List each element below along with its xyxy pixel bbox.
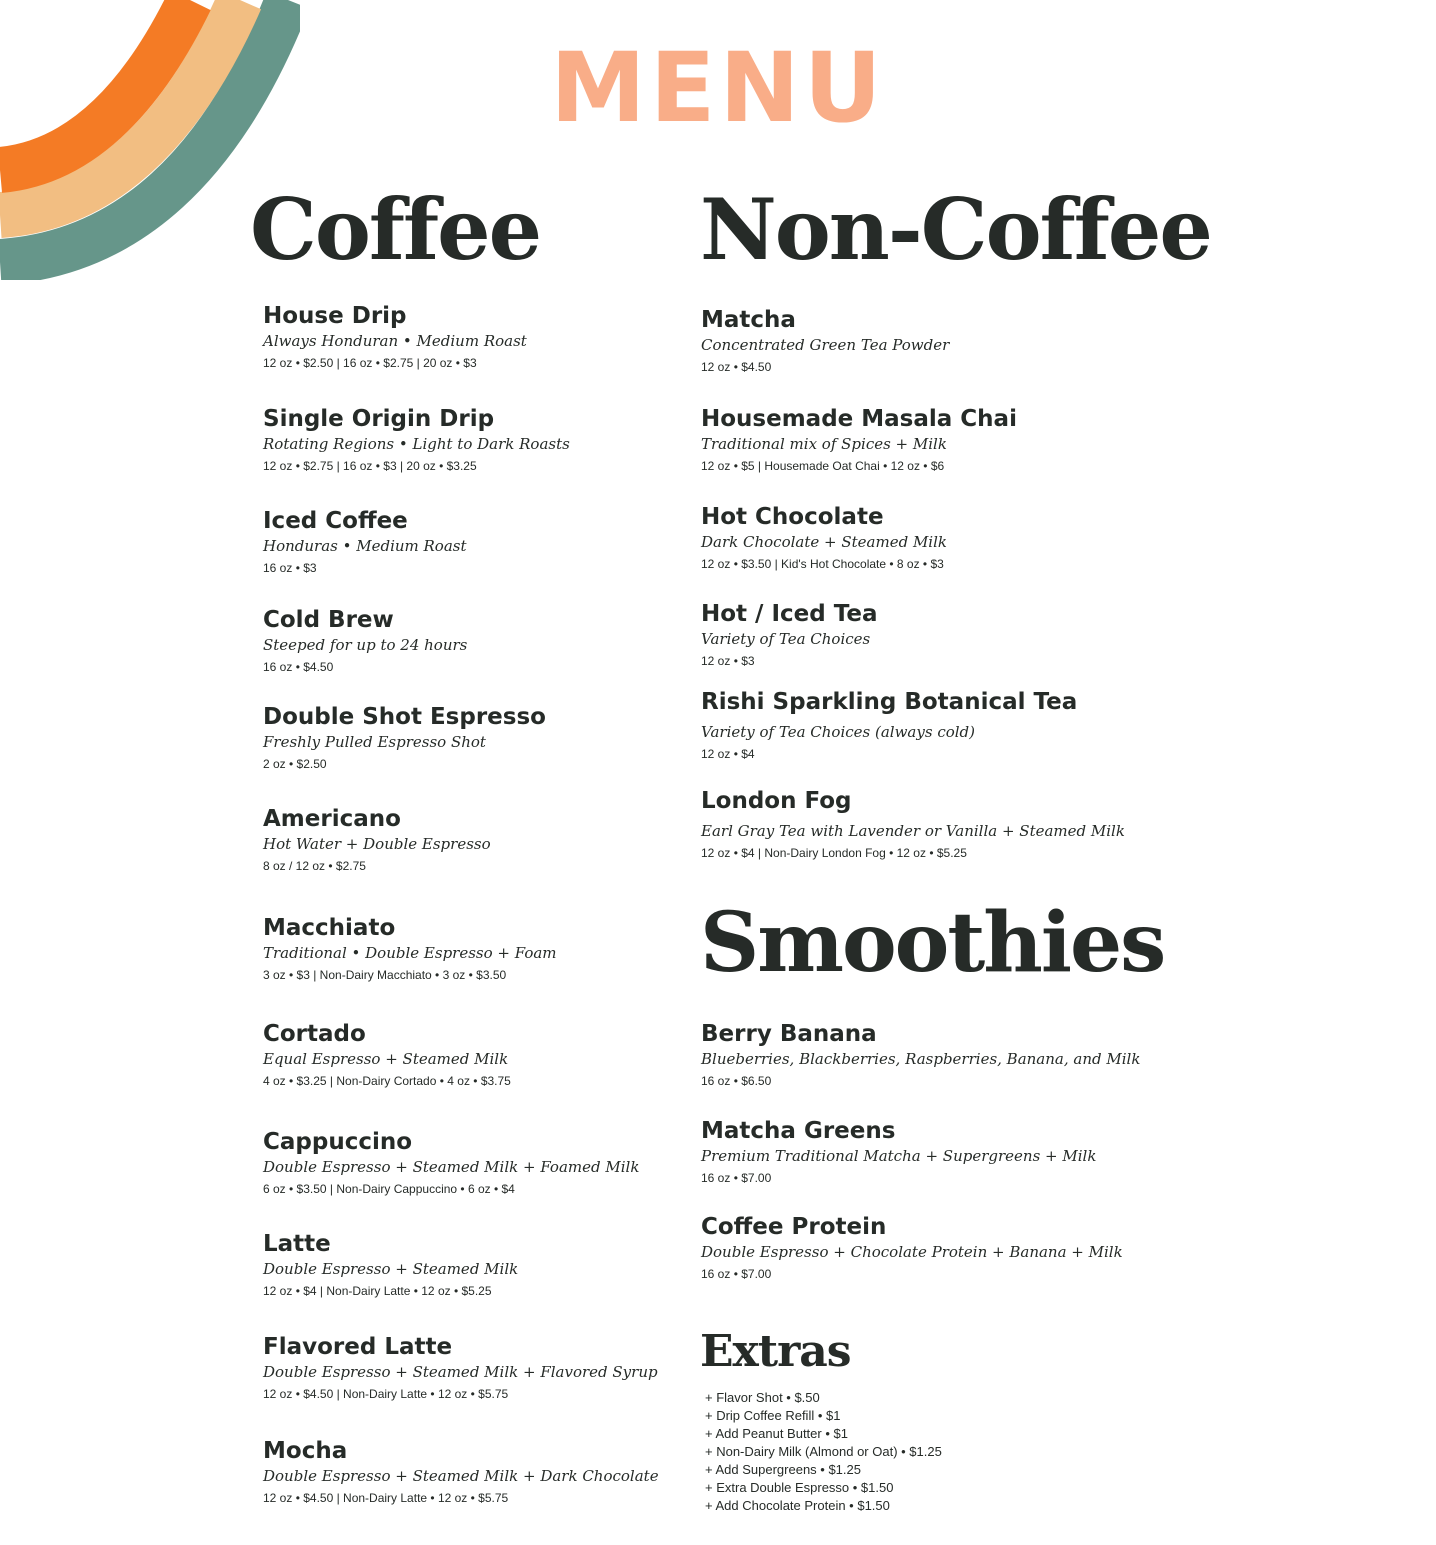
smoothie-item — [701, 1118, 1096, 1185]
item-price: 16 oz • $3 — [263, 561, 317, 575]
coffee-item — [263, 303, 527, 370]
item-name: Mocha — [263, 1438, 348, 1464]
item-price: 12 oz • $4.50 | Non-Dairy Latte • 12 oz • $5.75 — [263, 1387, 509, 1401]
extras-item: + Add Peanut Butter • $1 — [705, 1426, 848, 1441]
item-price: 12 oz • $4.50 — [701, 360, 772, 374]
item-description: Concentrated Green Tea Powder — [701, 336, 950, 354]
extras-item: + Extra Double Espresso • $1.50 — [705, 1480, 894, 1495]
item-description: Double Espresso + Steamed Milk — [263, 1260, 519, 1278]
item-name: Berry Banana — [701, 1021, 877, 1047]
non-coffee-item — [701, 504, 947, 571]
item-name: Housemade Masala Chai — [701, 406, 1017, 432]
item-description: Variety of Tea Choices — [701, 630, 871, 648]
non-coffee-item — [701, 788, 1125, 860]
item-description: Freshly Pulled Espresso Shot — [263, 733, 486, 751]
coffee-heading: Coffee — [250, 180, 541, 279]
extras-item: + Non-Dairy Milk (Almond or Oat) • $1.25 — [705, 1444, 942, 1459]
smoothie-item — [701, 1214, 1123, 1281]
item-name: Matcha Greens — [701, 1118, 896, 1144]
item-name: Macchiato — [263, 915, 396, 941]
extras-item: + Flavor Shot • $.50 — [705, 1390, 820, 1405]
coffee-item — [263, 704, 546, 771]
item-name: Cappuccino — [263, 1129, 413, 1155]
item-name: Single Origin Drip — [263, 406, 495, 432]
item-description: Dark Chocolate + Steamed Milk — [701, 533, 947, 551]
coffee-item — [263, 915, 557, 982]
item-description: Earl Gray Tea with Lavender or Vanilla + Steamed Milk — [701, 822, 1125, 840]
extras-heading: Extras — [700, 1326, 851, 1377]
non-coffee-item — [701, 689, 1077, 761]
item-price: 3 oz • $3 | Non-Dairy Macchiato • 3 oz • $3.50 — [263, 968, 507, 982]
extras-list — [705, 1389, 942, 1515]
item-price: 12 oz • $3 — [701, 654, 755, 668]
coffee-item — [263, 607, 467, 674]
item-description: Equal Espresso + Steamed Milk — [263, 1050, 509, 1068]
coffee-item — [263, 406, 570, 473]
coffee-item — [263, 508, 467, 575]
item-name: Iced Coffee — [263, 508, 408, 534]
item-name: Cortado — [263, 1021, 366, 1047]
item-name: Americano — [263, 806, 401, 832]
item-price: 12 oz • $2.50 | 16 oz • $2.75 | 20 oz • $3 — [263, 356, 477, 370]
item-price: 12 oz • $4 | Non-Dairy London Fog • 12 oz • $5.25 — [701, 846, 967, 860]
item-price: 12 oz • $4.50 | Non-Dairy Latte • 12 oz • $5.75 — [263, 1491, 509, 1505]
item-description: Traditional mix of Spices + Milk — [701, 435, 947, 453]
item-name: Latte — [263, 1231, 331, 1257]
non-coffee-heading: Non-Coffee — [700, 180, 1211, 279]
item-name: Cold Brew — [263, 607, 394, 633]
item-price: 16 oz • $4.50 — [263, 660, 334, 674]
item-description: Double Espresso + Steamed Milk + Dark Chocolate — [263, 1467, 659, 1485]
item-price: 16 oz • $6.50 — [701, 1074, 772, 1088]
coffee-item — [263, 1438, 659, 1505]
item-description: Traditional • Double Espresso + Foam — [263, 944, 557, 962]
item-price: 12 oz • $4 | Non-Dairy Latte • 12 oz • $5.25 — [263, 1284, 492, 1298]
item-name: London Fog — [701, 788, 852, 814]
item-description: Double Espresso + Steamed Milk + Foamed Milk — [263, 1158, 640, 1176]
item-name: House Drip — [263, 303, 407, 329]
item-description: Variety of Tea Choices (always cold) — [701, 723, 975, 741]
item-name: Hot / Iced Tea — [701, 601, 878, 627]
item-description: Always Honduran • Medium Roast — [263, 332, 527, 350]
item-name: Flavored Latte — [263, 1334, 453, 1360]
smoothies-heading: Smoothies — [700, 895, 1165, 991]
item-description: Double Espresso + Steamed Milk + Flavored Syrup — [263, 1363, 658, 1381]
item-name: Coffee Protein — [701, 1214, 887, 1240]
item-name: Matcha — [701, 307, 796, 333]
coffee-item — [263, 806, 491, 873]
item-price: 12 oz • $5 | Housemade Oat Chai • 12 oz • $6 — [701, 459, 945, 473]
extras-item: + Drip Coffee Refill • $1 — [705, 1408, 841, 1423]
item-price: 12 oz • $2.75 | 16 oz • $3 | 20 oz • $3.25 — [263, 459, 477, 473]
item-price: 2 oz • $2.50 — [263, 757, 327, 771]
coffee-item — [263, 1231, 518, 1298]
item-price: 12 oz • $4 — [701, 747, 755, 761]
item-description: Honduras • Medium Roast — [263, 537, 467, 555]
item-description: Rotating Regions • Light to Dark Roasts — [263, 435, 570, 453]
item-price: 16 oz • $7.00 — [701, 1267, 772, 1281]
extras-item: + Add Chocolate Protein • $1.50 — [705, 1498, 890, 1513]
item-description: Premium Traditional Matcha + Supergreens + Milk — [701, 1147, 1097, 1165]
coffee-item — [263, 1021, 511, 1088]
item-name: Double Shot Espresso — [263, 704, 546, 730]
item-price: 6 oz • $3.50 | Non-Dairy Cappuccino • 6 oz • $4 — [263, 1182, 515, 1196]
item-price: 4 oz • $3.25 | Non-Dairy Cortado • 4 oz • $3.75 — [263, 1074, 511, 1088]
non-coffee-item — [701, 601, 877, 668]
non-coffee-item — [701, 406, 1017, 473]
extras-item: + Add Supergreens • $1.25 — [705, 1462, 861, 1477]
coffee-item — [263, 1334, 658, 1401]
menu-title: MENU — [550, 32, 886, 144]
item-name: Hot Chocolate — [701, 504, 884, 530]
item-description: Steeped for up to 24 hours — [263, 636, 468, 654]
smoothie-item — [701, 1021, 1140, 1088]
item-description: Double Espresso + Chocolate Protein + Banana + Milk — [701, 1243, 1123, 1261]
item-price: 16 oz • $7.00 — [701, 1171, 772, 1185]
item-name: Rishi Sparkling Botanical Tea — [701, 689, 1078, 715]
item-description: Hot Water + Double Espresso — [263, 835, 491, 853]
item-description: Blueberries, Blackberries, Raspberries, Banana, and Milk — [701, 1050, 1141, 1068]
non-coffee-item — [701, 307, 949, 374]
item-price: 8 oz / 12 oz • $2.75 — [263, 859, 366, 873]
item-price: 12 oz • $3.50 | Kid's Hot Chocolate • 8 oz • $3 — [701, 557, 944, 571]
coffee-item — [263, 1129, 639, 1196]
